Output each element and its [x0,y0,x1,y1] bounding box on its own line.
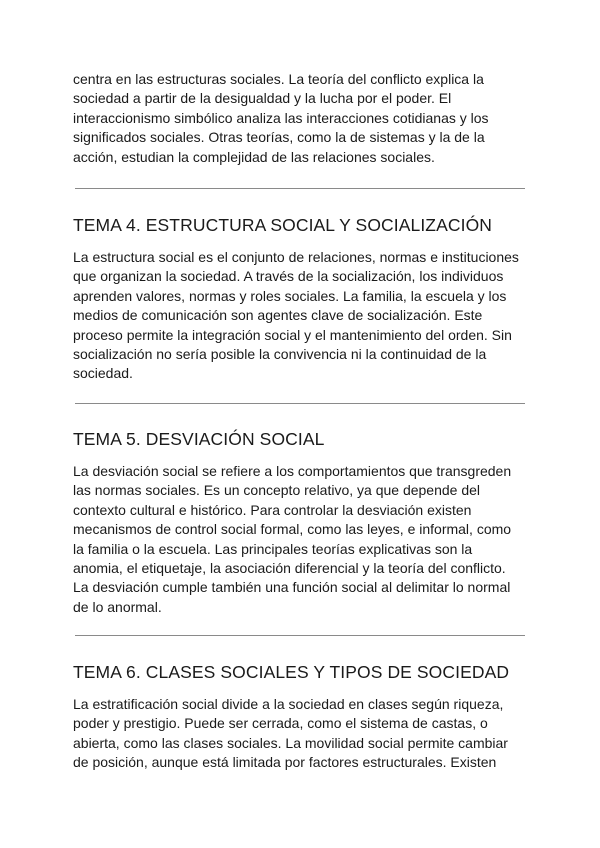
intro-paragraph [73,70,489,167]
section-paragraph [73,248,519,384]
section-heading: TEMA 6. CLASES SOCIALES Y TIPOS DE SOCIEDAD [73,662,510,682]
text-line: de lo anormal. [73,598,162,615]
text-line: anomia, el etiquetaje, la asociación diferencial y la teoría del conflicto. [73,560,506,577]
text-line: las normas sociales. Es un concepto relativo, ya que depende del [73,482,481,499]
text-line: aprenden valores, normas y roles sociales. La familia, la escuela y los [73,287,507,304]
text-line: sociedad. [73,365,133,382]
text-line: contexto cultural e histórico. Para controlar la desviación existen [73,501,472,518]
text-line: que organizan la sociedad. A través de la socialización, los individuos [73,268,504,285]
text-line: centra en las estructuras sociales. La teoría del conflicto explica la [73,71,484,87]
text-line: abierta, como las clases sociales. La movilidad social permite cambiar [73,734,508,751]
text-line: La desviación cumple también una función social al delimitar lo normal [73,579,511,596]
text-line: la familia o la escuela. Las principales teorías explicativas son la [73,540,473,557]
text-line: La estructura social es el conjunto de relaciones, normas e instituciones [73,249,519,265]
text-line: socialización no sería posible la convivencia ni la continuidad de la [73,346,487,363]
section-heading: TEMA 5. DESVIACIÓN SOCIAL [73,429,325,449]
section-heading: TEMA 4. ESTRUCTURA SOCIAL Y SOCIALIZACIÓN [73,215,493,235]
text-line: acción, estudian la complejidad de las relaciones sociales. [73,148,435,165]
text-line: de posición, aunque está limitada por factores estructurales. Existen [73,754,497,771]
section-divider [75,403,525,404]
section-paragraph [73,695,508,773]
text-line: La desviación social se refiere a los comportamientos que transgreden [73,463,512,479]
text-line: mecanismos de control social formal, como las leyes, e informal, como [73,521,512,538]
section-divider [75,188,525,189]
text-line: significados sociales. Otras teorías, como la de sistemas y la de la [73,129,485,146]
text-line: poder y prestigio. Puede ser cerrada, como el sistema de castas, o [73,715,488,732]
text-line: medios de comunicación son agentes clave de socialización. Este [73,307,483,324]
text-line: La estratificación social divide a la sociedad en clases según riqueza, [73,696,504,712]
section-divider [75,635,525,636]
text-line: interaccionismo simbólico analiza las interacciones cotidianas y los [73,109,489,126]
text-line: sociedad a partir de la desigualdad y la lucha por el poder. El [73,90,452,107]
text-line: proceso permite la integración social y el mantenimiento del orden. Sin [73,326,512,343]
section-paragraph [73,462,511,617]
